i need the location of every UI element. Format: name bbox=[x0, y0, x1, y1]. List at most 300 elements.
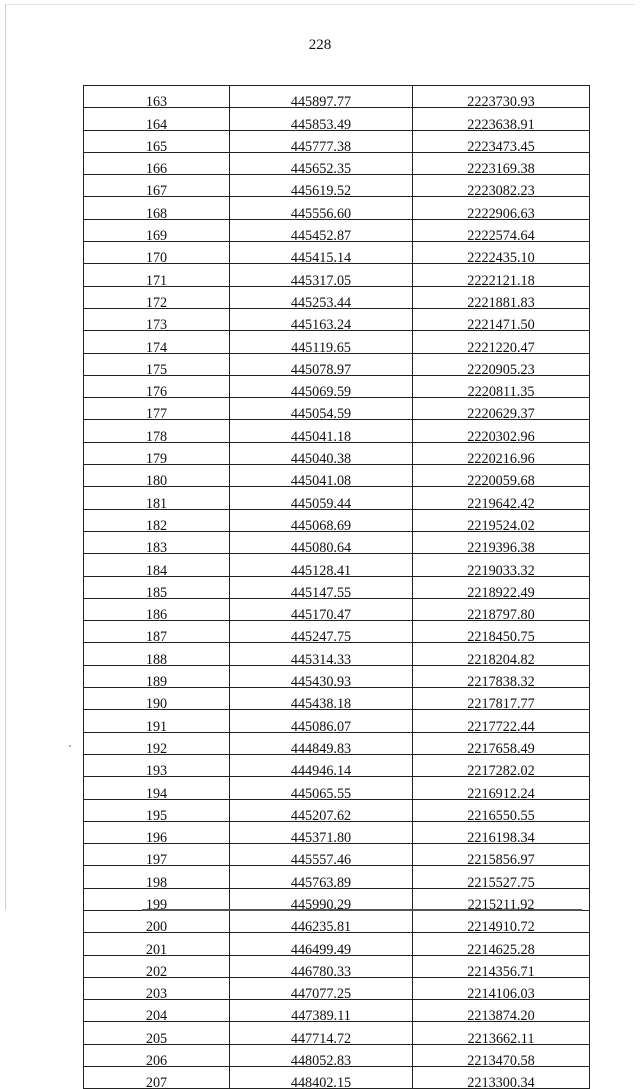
table-row bbox=[84, 598, 590, 620]
y-coordinate-cell bbox=[413, 286, 590, 308]
table-row bbox=[84, 866, 590, 888]
x-coordinate-cell bbox=[230, 442, 413, 464]
table-row bbox=[84, 353, 590, 375]
y-coordinate-cell bbox=[413, 598, 590, 620]
point-number-cell bbox=[84, 688, 230, 710]
cell-text: 207 bbox=[145, 1075, 168, 1089]
cell-text: 187 bbox=[145, 629, 168, 643]
table-row bbox=[84, 86, 590, 108]
table-row bbox=[84, 375, 590, 397]
cell-text: 445068.69 bbox=[290, 517, 352, 532]
cell-text: 445170.47 bbox=[290, 607, 352, 621]
point-number-cell bbox=[84, 487, 230, 509]
point-number-cell bbox=[84, 576, 230, 598]
x-coordinate-cell bbox=[230, 844, 413, 866]
table-row bbox=[84, 554, 590, 576]
cell-text: 199 bbox=[145, 896, 168, 911]
point-number-cell bbox=[84, 598, 230, 620]
point-number-cell bbox=[84, 844, 230, 866]
y-coordinate-cell bbox=[413, 197, 590, 219]
cell-text: 2220811.35 bbox=[467, 384, 535, 398]
y-coordinate-cell bbox=[413, 175, 590, 197]
point-number-cell bbox=[84, 710, 230, 732]
x-coordinate-cell bbox=[230, 175, 413, 197]
table-row bbox=[84, 665, 590, 687]
bottom-rule bbox=[142, 909, 582, 911]
cell-text: 445078.97 bbox=[290, 361, 352, 376]
cell-text: 173 bbox=[145, 317, 168, 331]
x-coordinate-cell bbox=[230, 242, 413, 264]
x-coordinate-cell bbox=[230, 977, 413, 999]
x-coordinate-cell bbox=[230, 1044, 413, 1066]
x-coordinate-cell bbox=[230, 554, 413, 576]
y-coordinate-cell bbox=[413, 910, 590, 932]
cell-text: 445317.05 bbox=[290, 272, 352, 287]
cell-text: 192 bbox=[145, 740, 168, 755]
x-coordinate-cell bbox=[230, 398, 413, 420]
x-coordinate-cell bbox=[230, 576, 413, 598]
cell-text: 2221471.50 bbox=[467, 317, 535, 331]
x-coordinate-cell bbox=[230, 286, 413, 308]
cell-text: 2219642.42 bbox=[467, 495, 535, 510]
cell-text: 202 bbox=[145, 963, 168, 978]
y-coordinate-cell bbox=[413, 398, 590, 420]
y-coordinate-cell bbox=[413, 375, 590, 397]
cell-text: 2220216.96 bbox=[467, 451, 535, 465]
cell-text: 444946.14 bbox=[290, 763, 352, 777]
cell-text: 2222574.64 bbox=[467, 228, 535, 242]
y-coordinate-cell bbox=[413, 1000, 590, 1022]
cell-text: 448402.15 bbox=[290, 1075, 352, 1089]
y-coordinate-cell bbox=[413, 353, 590, 375]
cell-text: 200 bbox=[145, 919, 168, 933]
table-row bbox=[84, 754, 590, 776]
x-coordinate-cell bbox=[230, 777, 413, 799]
cell-text: 445247.75 bbox=[290, 629, 352, 643]
table-row bbox=[84, 197, 590, 219]
point-number-cell bbox=[84, 955, 230, 977]
cell-text: 190 bbox=[145, 696, 168, 710]
table-row bbox=[84, 108, 590, 130]
table-row bbox=[84, 442, 590, 464]
cell-text: 2223082.23 bbox=[467, 183, 535, 197]
y-coordinate-cell bbox=[413, 465, 590, 487]
cell-text: 2222121.18 bbox=[467, 272, 535, 287]
cell-text: 2223730.93 bbox=[467, 94, 535, 108]
cell-text: 445897.77 bbox=[290, 94, 352, 108]
cell-text: 445853.49 bbox=[290, 116, 352, 131]
table-row bbox=[84, 1022, 590, 1044]
cell-text: 189 bbox=[145, 674, 168, 688]
table-row bbox=[84, 910, 590, 932]
x-coordinate-cell bbox=[230, 799, 413, 821]
cell-text: 445415.14 bbox=[290, 250, 352, 264]
cell-text: 445054.59 bbox=[290, 406, 352, 420]
cell-text: 2214625.28 bbox=[467, 941, 535, 956]
cell-text: 194 bbox=[145, 785, 168, 799]
point-number-cell bbox=[84, 308, 230, 330]
x-coordinate-cell bbox=[230, 888, 413, 910]
cell-text: 2222906.63 bbox=[467, 205, 535, 220]
x-coordinate-cell bbox=[230, 1000, 413, 1022]
cell-text: 204 bbox=[145, 1008, 168, 1022]
cell-text: 447389.11 bbox=[291, 1008, 351, 1022]
cell-text: 177 bbox=[145, 406, 168, 420]
table-row bbox=[84, 955, 590, 977]
point-number-cell bbox=[84, 910, 230, 932]
x-coordinate-cell bbox=[230, 1067, 413, 1089]
cell-text: 172 bbox=[145, 294, 168, 309]
x-coordinate-cell bbox=[230, 130, 413, 152]
table-row bbox=[84, 331, 590, 353]
point-number-cell bbox=[84, 777, 230, 799]
table-row bbox=[84, 152, 590, 174]
cell-text: 2223473.45 bbox=[467, 138, 535, 153]
cell-text: 186 bbox=[145, 607, 168, 621]
cell-text: 445763.89 bbox=[290, 874, 352, 889]
point-number-cell bbox=[84, 621, 230, 643]
cell-text: 2218922.49 bbox=[467, 584, 535, 599]
table-row bbox=[84, 799, 590, 821]
x-coordinate-cell bbox=[230, 308, 413, 330]
cell-text: 445314.33 bbox=[290, 651, 352, 666]
cell-text: 193 bbox=[145, 763, 168, 777]
point-number-cell bbox=[84, 821, 230, 843]
table-row bbox=[84, 688, 590, 710]
cell-text: 445652.35 bbox=[290, 161, 352, 175]
x-coordinate-cell bbox=[230, 487, 413, 509]
cell-text: 445041.08 bbox=[290, 473, 352, 487]
y-coordinate-cell bbox=[413, 844, 590, 866]
cell-text: 197 bbox=[145, 852, 168, 866]
cell-text: 2220059.68 bbox=[467, 473, 535, 487]
x-coordinate-cell bbox=[230, 331, 413, 353]
point-number-cell bbox=[84, 130, 230, 152]
point-number-cell bbox=[84, 420, 230, 442]
x-coordinate-cell bbox=[230, 910, 413, 932]
cell-text: 445438.18 bbox=[290, 696, 352, 710]
x-coordinate-cell bbox=[230, 866, 413, 888]
x-coordinate-cell bbox=[230, 152, 413, 174]
x-coordinate-cell bbox=[230, 375, 413, 397]
table-row bbox=[84, 977, 590, 999]
cell-text: 445253.44 bbox=[290, 294, 352, 309]
point-number-cell bbox=[84, 754, 230, 776]
y-coordinate-cell bbox=[413, 219, 590, 241]
table-row bbox=[84, 308, 590, 330]
y-coordinate-cell bbox=[413, 955, 590, 977]
cell-text: 206 bbox=[145, 1053, 168, 1067]
cell-text: 2218797.80 bbox=[467, 607, 535, 621]
cell-text: 2213300.34 bbox=[467, 1075, 535, 1089]
point-number-cell bbox=[84, 1000, 230, 1022]
x-coordinate-cell bbox=[230, 821, 413, 843]
point-number-cell bbox=[84, 175, 230, 197]
point-number-cell bbox=[84, 1067, 230, 1089]
cell-text: 165 bbox=[145, 138, 168, 153]
x-coordinate-cell bbox=[230, 1022, 413, 1044]
x-coordinate-cell bbox=[230, 732, 413, 754]
cell-text: 2221220.47 bbox=[467, 339, 535, 354]
y-coordinate-cell bbox=[413, 777, 590, 799]
y-coordinate-cell bbox=[413, 888, 590, 910]
point-number-cell bbox=[84, 108, 230, 130]
y-coordinate-cell bbox=[413, 509, 590, 531]
y-coordinate-cell bbox=[413, 576, 590, 598]
cell-text: 445163.24 bbox=[290, 317, 352, 331]
x-coordinate-cell bbox=[230, 509, 413, 531]
cell-text: 445119.65 bbox=[291, 339, 351, 354]
cell-text: 176 bbox=[145, 384, 168, 398]
table-row bbox=[84, 933, 590, 955]
x-coordinate-cell bbox=[230, 465, 413, 487]
cell-text: 167 bbox=[145, 183, 168, 197]
point-number-cell bbox=[84, 353, 230, 375]
point-number-cell bbox=[84, 331, 230, 353]
cell-text: 2213662.11 bbox=[467, 1030, 535, 1045]
cell-text: 445430.93 bbox=[290, 674, 352, 688]
y-coordinate-cell bbox=[413, 621, 590, 643]
y-coordinate-cell bbox=[413, 821, 590, 843]
y-coordinate-cell bbox=[413, 1044, 590, 1066]
table-row bbox=[84, 844, 590, 866]
point-number-cell bbox=[84, 665, 230, 687]
x-coordinate-cell bbox=[230, 688, 413, 710]
table-row bbox=[84, 286, 590, 308]
y-coordinate-cell bbox=[413, 242, 590, 264]
y-coordinate-cell bbox=[413, 1067, 590, 1089]
coordinate-table bbox=[83, 85, 590, 1089]
point-number-cell bbox=[84, 375, 230, 397]
x-coordinate-cell bbox=[230, 86, 413, 108]
y-coordinate-cell bbox=[413, 442, 590, 464]
point-number-cell bbox=[84, 465, 230, 487]
cell-text: 2220629.37 bbox=[467, 406, 535, 420]
point-number-cell bbox=[84, 1022, 230, 1044]
cell-text: 2219524.02 bbox=[467, 517, 535, 532]
coordinate-table-body bbox=[84, 86, 590, 1089]
cell-text: 446235.81 bbox=[290, 919, 352, 933]
table-row bbox=[84, 643, 590, 665]
table-row bbox=[84, 509, 590, 531]
cell-text: 2217658.49 bbox=[467, 740, 535, 755]
cell-text: 446780.33 bbox=[290, 963, 352, 978]
y-coordinate-cell bbox=[413, 799, 590, 821]
cell-text: 445371.80 bbox=[290, 830, 352, 844]
cell-text: 447077.25 bbox=[290, 986, 352, 1000]
table-row bbox=[84, 888, 590, 910]
point-number-cell bbox=[84, 398, 230, 420]
y-coordinate-cell bbox=[413, 688, 590, 710]
cell-text: 2216198.34 bbox=[467, 830, 535, 844]
table-row bbox=[84, 420, 590, 442]
y-coordinate-cell bbox=[413, 130, 590, 152]
y-coordinate-cell bbox=[413, 866, 590, 888]
cell-text: 185 bbox=[145, 584, 168, 599]
cell-text: 445619.52 bbox=[290, 183, 352, 197]
cell-text: 2217838.32 bbox=[467, 674, 535, 688]
table-row bbox=[84, 1000, 590, 1022]
point-number-cell bbox=[84, 866, 230, 888]
cell-text: 195 bbox=[145, 807, 168, 822]
x-coordinate-cell bbox=[230, 197, 413, 219]
cell-text: 2218204.82 bbox=[467, 651, 535, 666]
table-row bbox=[84, 732, 590, 754]
cell-text: 445557.46 bbox=[290, 852, 352, 866]
cell-text: 201 bbox=[145, 941, 168, 956]
cell-text: 174 bbox=[145, 339, 168, 354]
point-number-cell bbox=[84, 732, 230, 754]
point-number-cell bbox=[84, 977, 230, 999]
cell-text: 445065.55 bbox=[290, 785, 352, 799]
x-coordinate-cell bbox=[230, 598, 413, 620]
table-row bbox=[84, 710, 590, 732]
cell-text: 2217817.77 bbox=[467, 696, 535, 710]
cell-text: 171 bbox=[145, 272, 168, 287]
cell-text: 445990.29 bbox=[290, 896, 352, 911]
table-row bbox=[84, 264, 590, 286]
cell-text: 191 bbox=[145, 718, 168, 733]
x-coordinate-cell bbox=[230, 531, 413, 553]
cell-text: 181 bbox=[145, 495, 168, 510]
x-coordinate-cell bbox=[230, 219, 413, 241]
cell-text: 166 bbox=[145, 161, 168, 175]
point-number-cell bbox=[84, 264, 230, 286]
cell-text: 445040.38 bbox=[290, 451, 352, 465]
cell-text: 445041.18 bbox=[290, 428, 352, 443]
x-coordinate-cell bbox=[230, 264, 413, 286]
cell-text: 2213470.58 bbox=[467, 1053, 535, 1067]
cell-text: 2216912.24 bbox=[467, 785, 535, 799]
page-number: 228 bbox=[308, 37, 332, 53]
point-number-cell bbox=[84, 888, 230, 910]
y-coordinate-cell bbox=[413, 665, 590, 687]
cell-text: 445069.59 bbox=[290, 384, 352, 398]
x-coordinate-cell bbox=[230, 955, 413, 977]
cell-text: 163 bbox=[145, 94, 168, 108]
cell-text: 2214910.72 bbox=[467, 919, 535, 933]
cell-text: 170 bbox=[145, 250, 168, 264]
cell-text: 175 bbox=[145, 361, 168, 376]
cell-text: 444849.83 bbox=[290, 740, 352, 755]
cell-text: 2219033.32 bbox=[467, 562, 535, 577]
cell-text: 183 bbox=[145, 540, 168, 554]
x-coordinate-cell bbox=[230, 420, 413, 442]
table-row bbox=[84, 130, 590, 152]
cell-text: 2214106.03 bbox=[467, 986, 535, 1000]
point-number-cell bbox=[84, 531, 230, 553]
cell-text: 2223638.91 bbox=[467, 116, 535, 131]
cell-text: 2213874.20 bbox=[467, 1008, 535, 1022]
cell-text: 445128.41 bbox=[290, 562, 352, 577]
table-row bbox=[84, 487, 590, 509]
x-coordinate-cell bbox=[230, 353, 413, 375]
cell-text: 169 bbox=[145, 228, 168, 242]
y-coordinate-cell bbox=[413, 643, 590, 665]
scan-speck bbox=[69, 745, 71, 747]
cell-text: 2215856.97 bbox=[467, 852, 535, 866]
cell-text: 198 bbox=[145, 874, 168, 889]
cell-text: 448052.83 bbox=[290, 1053, 352, 1067]
cell-text: 2214356.71 bbox=[467, 963, 535, 978]
y-coordinate-cell bbox=[413, 1022, 590, 1044]
point-number-cell bbox=[84, 219, 230, 241]
table-row bbox=[84, 465, 590, 487]
cell-text: 180 bbox=[145, 473, 168, 487]
cell-text: 168 bbox=[145, 205, 168, 220]
y-coordinate-cell bbox=[413, 487, 590, 509]
cell-text: 447714.72 bbox=[290, 1030, 352, 1045]
y-coordinate-cell bbox=[413, 331, 590, 353]
cell-text: 445452.87 bbox=[290, 228, 352, 242]
cell-text: 2217722.44 bbox=[467, 718, 535, 733]
cell-text: 164 bbox=[145, 116, 168, 131]
point-number-cell bbox=[84, 554, 230, 576]
table-row bbox=[84, 621, 590, 643]
y-coordinate-cell bbox=[413, 108, 590, 130]
cell-text: 203 bbox=[145, 986, 168, 1000]
cell-text: 2223169.38 bbox=[467, 161, 535, 175]
point-number-cell bbox=[84, 242, 230, 264]
point-number-cell bbox=[84, 799, 230, 821]
cell-text: 182 bbox=[145, 517, 168, 532]
cell-text: 2219396.38 bbox=[467, 540, 535, 554]
y-coordinate-cell bbox=[413, 933, 590, 955]
cell-text: 2215211.92 bbox=[467, 896, 535, 911]
y-coordinate-cell bbox=[413, 977, 590, 999]
y-coordinate-cell bbox=[413, 710, 590, 732]
cell-text: 446499.49 bbox=[290, 941, 352, 956]
cell-text: 2220302.96 bbox=[467, 428, 535, 443]
y-coordinate-cell bbox=[413, 420, 590, 442]
table-row bbox=[84, 175, 590, 197]
cell-text: 445086.07 bbox=[290, 718, 352, 733]
point-number-cell bbox=[84, 1044, 230, 1066]
cell-text: 2218450.75 bbox=[467, 629, 535, 643]
x-coordinate-cell bbox=[230, 643, 413, 665]
table-row bbox=[84, 576, 590, 598]
table-row bbox=[84, 1067, 590, 1089]
cell-text: 2216550.55 bbox=[467, 807, 535, 822]
cell-text: 2220905.23 bbox=[467, 361, 535, 376]
y-coordinate-cell bbox=[413, 554, 590, 576]
table-row bbox=[84, 531, 590, 553]
cell-text: 205 bbox=[145, 1030, 168, 1045]
cell-text: 445080.64 bbox=[290, 540, 352, 554]
cell-text: 2222435.10 bbox=[467, 250, 535, 264]
point-number-cell bbox=[84, 509, 230, 531]
cell-text: 2215527.75 bbox=[467, 874, 535, 889]
y-coordinate-cell bbox=[413, 264, 590, 286]
y-coordinate-cell bbox=[413, 754, 590, 776]
table-row bbox=[84, 219, 590, 241]
cell-text: 179 bbox=[145, 451, 168, 465]
y-coordinate-cell bbox=[413, 308, 590, 330]
x-coordinate-cell bbox=[230, 933, 413, 955]
point-number-cell bbox=[84, 643, 230, 665]
cell-text: 445059.44 bbox=[290, 495, 352, 510]
cell-text: 445147.55 bbox=[290, 584, 352, 599]
x-coordinate-cell bbox=[230, 108, 413, 130]
cell-text: 196 bbox=[145, 830, 168, 844]
table-row bbox=[84, 821, 590, 843]
cell-text: 178 bbox=[145, 428, 168, 443]
point-number-cell bbox=[84, 197, 230, 219]
x-coordinate-cell bbox=[230, 710, 413, 732]
y-coordinate-cell bbox=[413, 732, 590, 754]
table-row bbox=[84, 777, 590, 799]
point-number-cell bbox=[84, 933, 230, 955]
